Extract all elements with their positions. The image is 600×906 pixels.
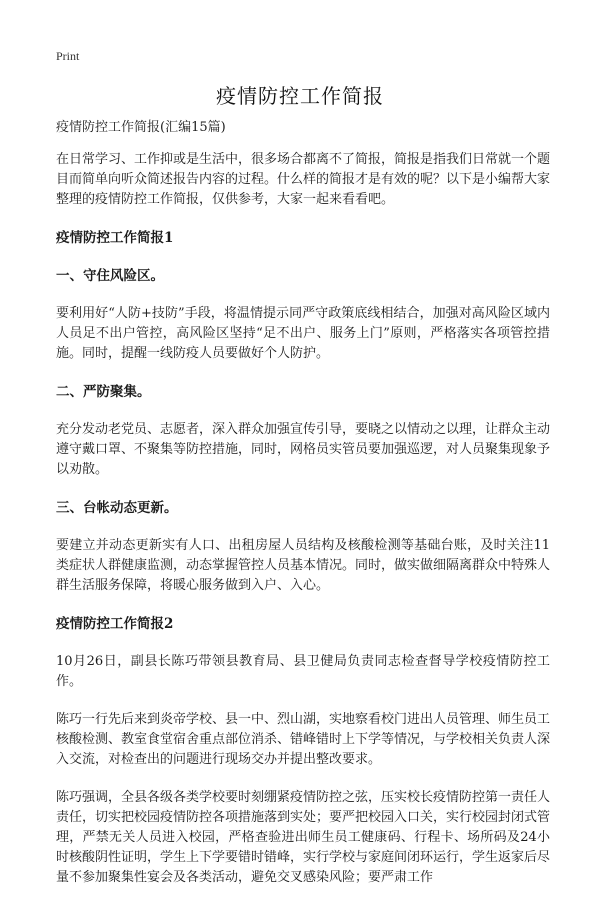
section-2-heading: 二、严防聚集。 <box>56 384 151 400</box>
section-3-heading: 三、台帐动态更新。 <box>56 500 178 516</box>
intro-paragraph: 在日常学习、工作抑或是生活中，很多场合都离不了简报，简报是指我们日常就一个题目而简单向听众简述报告内容的过程。什么样的简报才是有效的呢？以下是小编帮大家整理的疫情防控工作简报，仅供参考，大家一起来看看吧。 <box>56 152 551 207</box>
report-2-paragraph-2: 陈巧一行先后来到炎帝学校、县一中、烈山湖，实地察看校门进出人员管理、师生员工核酸检测、教室食堂宿舍重点部位消杀、错峰错时上下学等情况，与学校相关负责人深入交流，对检查出的问题进行现场交办并提出整改要求。 <box>56 712 551 767</box>
page-title: 疫情防控工作简报 <box>216 84 384 108</box>
section-1-heading: 一、守住风险区。 <box>56 268 164 284</box>
section-3-body: 要建立并动态更新实有人口、出租房屋人员结构及核酸检测等基础台账，及时关注11类症状人群健康监测，动态掌握管控人员基本情况。同时，做实做细隔离群众中特殊人群生活服务保障，将暖心服务做到入户、入心。 <box>56 538 551 593</box>
report-2-paragraph-3: 陈巧强调，全县各级各类学校要时刻绷紧疫情防控之弦，压实校长疫情防控第一责任人责任，切实把校园疫情防控各项措施落到实处；要严把校园入口关，实行校园封闭式管理，严禁无关人员进入校园，严格查验进出师生员工健康码、行程卡、场所码及24小时核酸阴性证明，学生上下学要错时错峰，实行学校与家庭间闭环运行，学生返家后尽量不参加聚集性宴会及各类活动，避免交叉感染风险；要严肃工作 <box>56 790 551 885</box>
report-2-heading: 疫情防控工作简报2 <box>56 616 174 632</box>
section-2-body: 充分发动老党员、志愿者，深入群众加强宣传引导，要晓之以情动之以理，让群众主动遵守戴口罩、不聚集等防控措施，同时，网格员实管员要加强巡逻，对人员聚集现象予以劝散。 <box>56 422 551 477</box>
section-1-body: 要利用好“人防+技防”手段，将温情提示同严守政策底线相结合，加强对高风险区域内人员足不出户管控，高风险区坚持“足不出户、服务上门”原则，严格落实各项管控措施。同时，提醒一线防疫人员要做好个人防护。 <box>56 306 550 361</box>
document-body <box>56 118 550 906</box>
print-link[interactable]: Print <box>56 49 80 63</box>
document-subtitle: 疫情防控工作简报(汇编15篇) <box>56 120 226 135</box>
report-1-heading: 疫情防控工作简报1 <box>56 230 174 246</box>
report-2-paragraph-1: 10月26日，副县长陈巧带领县教育局、县卫健局负责同志检查督导学校疫情防控工作。 <box>56 654 550 689</box>
